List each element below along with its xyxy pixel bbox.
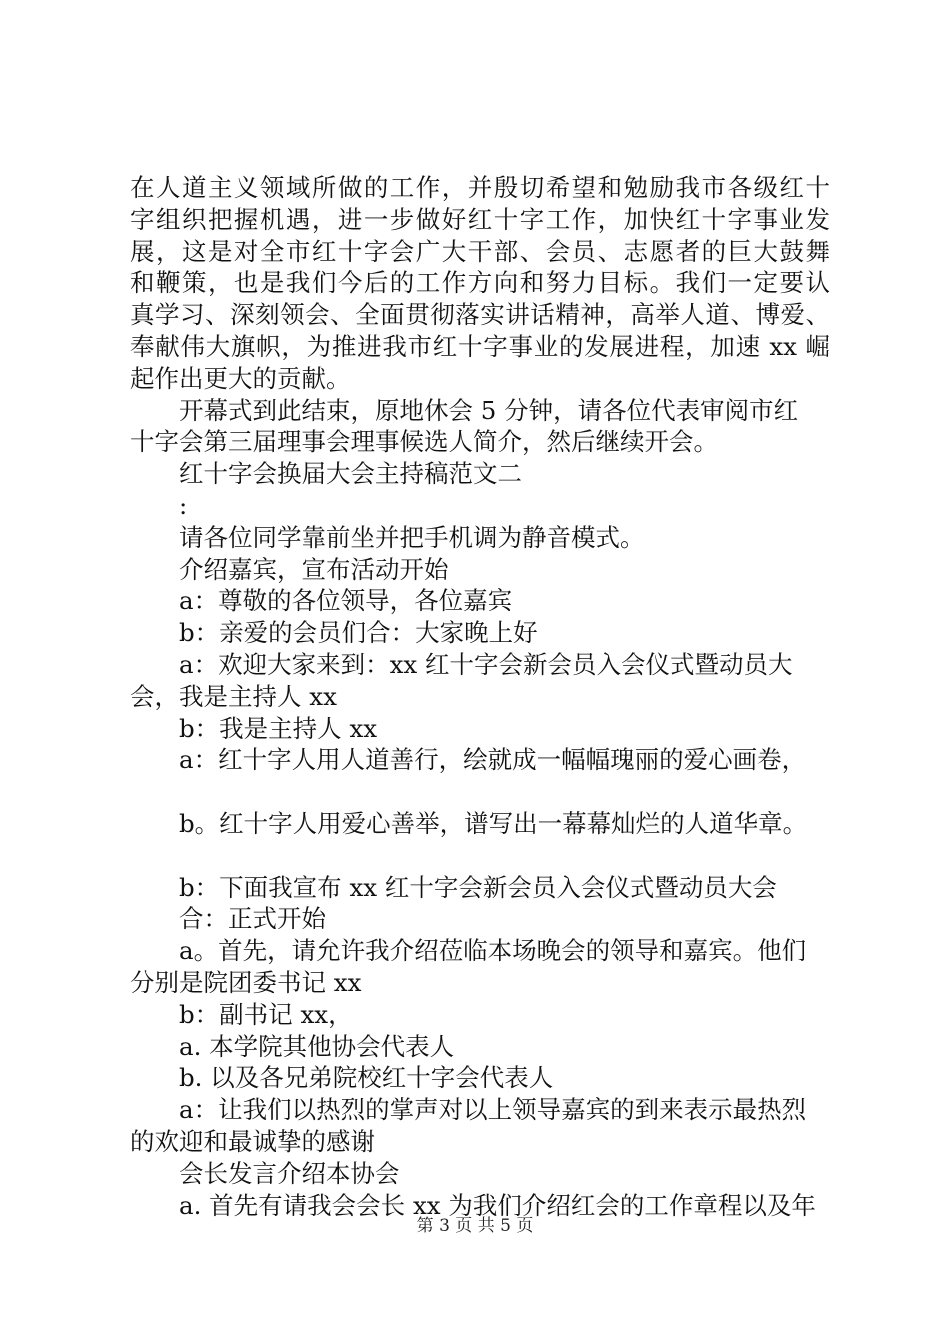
text-line: a：欢迎大家来到：xx 红十字会新会员入会仪式暨动员大 (179, 649, 793, 679)
text-line: 奉献伟大旗帜，为推进我市红十字事业的发展进程，加速 xx 崛 (130, 331, 830, 361)
text-line: 和鞭策，也是我们今后的工作方向和努力目标。我们一定要认 (130, 268, 830, 298)
text-line: b：副书记 xx， (179, 999, 353, 1029)
text-line: 合：正式开始 (179, 904, 326, 934)
text-line: b：我是主持人 xx (179, 713, 378, 743)
text-line: a：让我们以热烈的掌声对以上领导嘉宾的到来表示最热烈 (179, 1095, 807, 1125)
text-line: b：下面我宣布 xx 红十字会新会员入会仪式暨动员大会 (179, 872, 777, 902)
text-line: 真学习、深刻领会、全面贯彻落实讲话精神，高举人道、博爱、 (130, 300, 830, 330)
text-line: b。红十字人用爱心善举，谱写出一幕幕灿烂的人道华章。 (179, 808, 808, 838)
text-line: b：亲爱的会员们合：大家晚上好 (179, 618, 538, 648)
page-number-footer: 第 3 页 共 5 页 (416, 1216, 534, 1236)
text-line: a：尊敬的各位领导，各位嘉宾 (179, 586, 513, 616)
text-line: a. 首先有请我会会长 xx 为我们介绍红会的工作章程以及年 (179, 1190, 816, 1220)
text-line: b. 以及各兄弟院校红十字会代表人 (179, 1063, 554, 1093)
text-line: 会，我是主持人 xx (130, 681, 337, 711)
text-line: 分别是院团委书记 xx (130, 967, 362, 997)
text-line: 介绍嘉宾，宣布活动开始 (179, 554, 449, 584)
text-line: 的欢迎和最诚挚的感谢 (130, 1126, 375, 1156)
text-line: 在人道主义领域所做的工作，并殷切希望和勉励我市各级红十 (130, 173, 830, 202)
text-line: 请各位同学靠前坐并把手机调为静音模式。 (179, 522, 645, 552)
text-line: 展，这是对全市红十字会广大干部、会员、志愿者的巨大鼓舞 (130, 236, 830, 266)
text-line: a. 本学院其他协会代表人 (179, 1031, 455, 1061)
blank-line (130, 840, 830, 872)
blank-line (130, 776, 830, 808)
text-line: 起作出更大的贡献。 (130, 363, 351, 393)
text-line: 开幕式到此结束，原地休会 5 分钟，请各位代表审阅市红 (179, 395, 799, 425)
document-body (130, 172, 830, 1221)
text-line: 字组织把握机遇，进一步做好红十字工作，加快红十字事业发 (130, 204, 830, 234)
text-line: a：红十字人用人道善行，绘就成一幅幅瑰丽的爱心画卷， (179, 745, 807, 775)
text-line: 红十字会换届大会主持稿范文二 (179, 459, 522, 489)
text-line: 会长发言介绍本协会 (179, 1158, 400, 1188)
text-line: : (179, 490, 188, 520)
text-line: 十字会第三届理事会理事候选人简介，然后继续开会。 (130, 427, 718, 457)
text-line: a。首先，请允许我介绍莅临本场晚会的领导和嘉宾。他们 (179, 936, 807, 966)
